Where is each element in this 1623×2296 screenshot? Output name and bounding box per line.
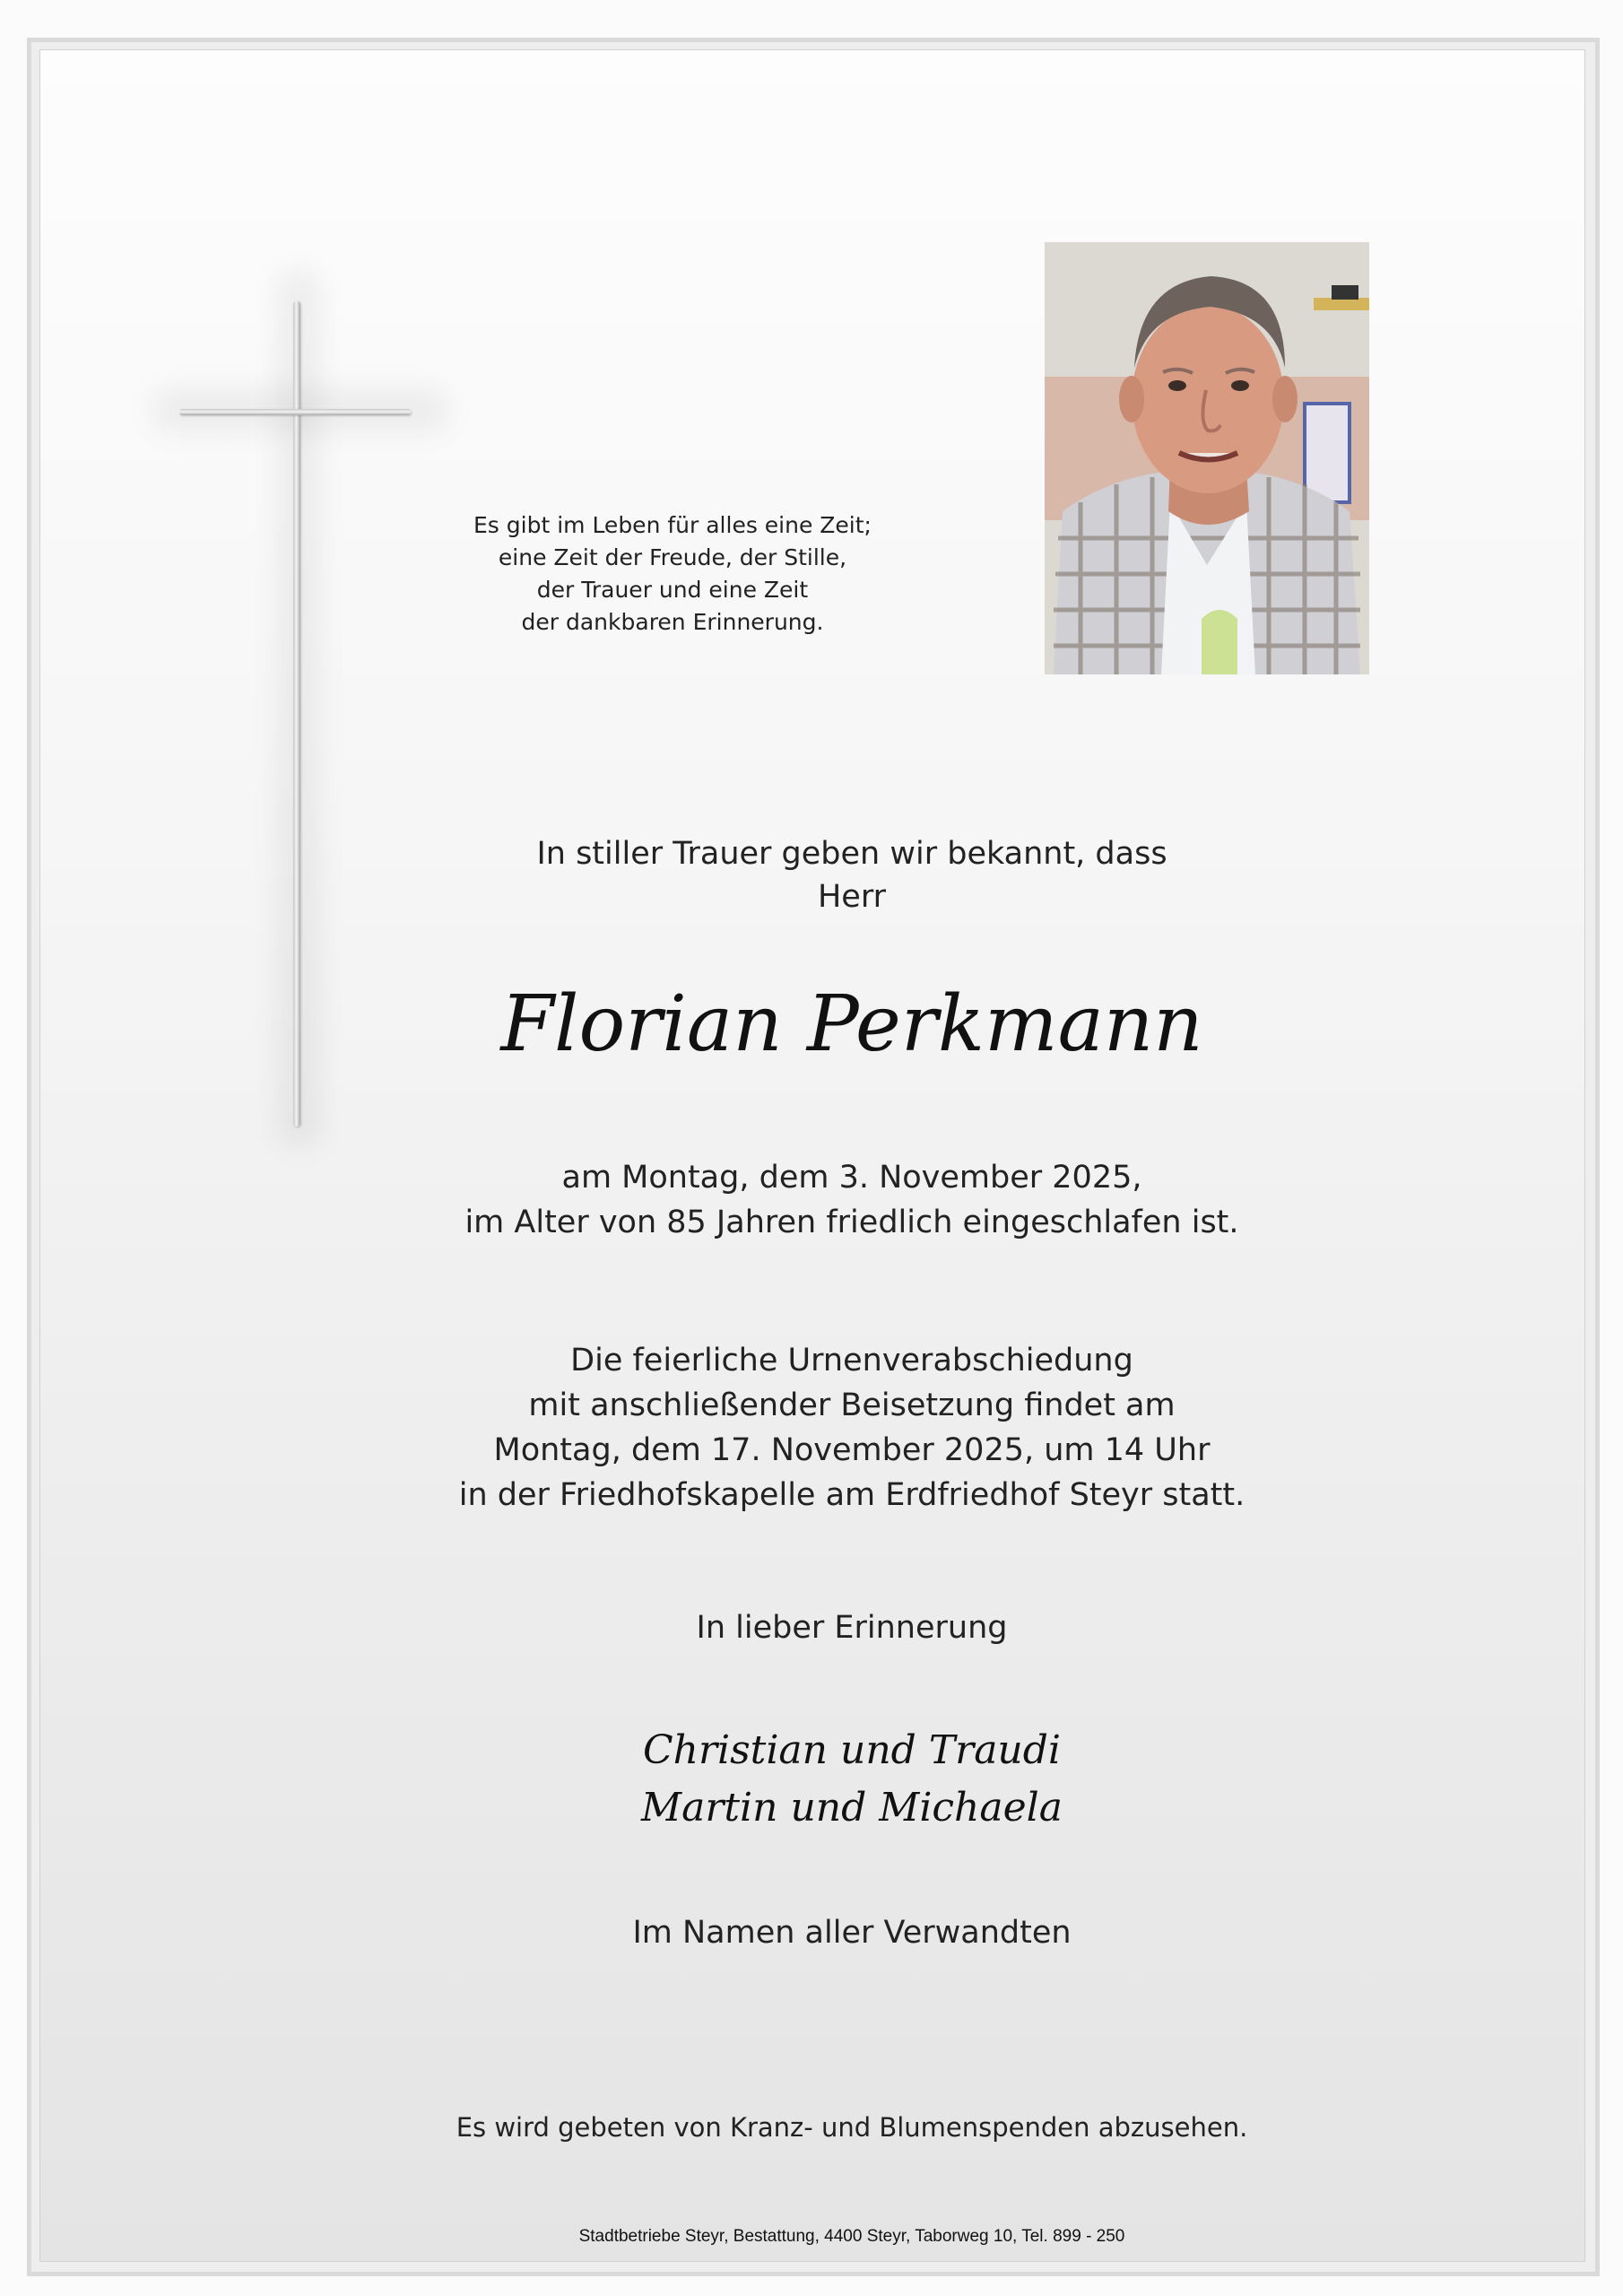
mourner-line: Christian und Traudi: [642, 1727, 1062, 1773]
cross-horizontal-bar: [179, 409, 411, 415]
death-line: im Alter von 85 Jahren friedlich eingeschlafen ist.: [464, 1205, 1239, 1240]
announcement-intro: In stiller Trauer geben wir bekannt, dass Herr: [536, 836, 1167, 915]
ceremony-line: Die feierliche Urnenverabschiedung: [570, 1343, 1133, 1378]
funeral-home-footer: Stadtbetriebe Steyr, Bestattung, 4400 Steyr, Taborweg 10, Tel. 899 - 250: [578, 2227, 1125, 2246]
quote-line: der Trauer und eine Zeit: [536, 577, 809, 603]
cross-vertical-bar: [293, 301, 300, 1126]
ceremony-line: mit anschließender Beisetzung findet am: [528, 1387, 1176, 1423]
portrait-photo: [1045, 242, 1369, 674]
quote-line: der dankbaren Erinnerung.: [521, 609, 824, 635]
quote-line: Es gibt im Leben für alles eine Zeit;: [473, 512, 872, 538]
remembrance-heading: In lieber Erinnerung: [696, 1610, 1008, 1646]
deceased-name: Florian Perkmann: [500, 979, 1203, 1069]
donation-notice: Es wird gebeten von Kranz- und Blumenspenden abzusehen.: [456, 2112, 1248, 2143]
mourner-line: Martin und Michaela: [641, 1785, 1063, 1831]
quote-line: eine Zeit der Freude, der Stille,: [498, 544, 847, 570]
death-line: am Montag, dem 3. November 2025,: [561, 1160, 1142, 1196]
quote: [448, 509, 897, 639]
death-details: [448, 1155, 1255, 1245]
mourners: [448, 1722, 1255, 1837]
ceremony-details: [448, 1338, 1255, 1518]
ceremony-line: in der Friedhofskapelle am Erdfriedhof Steyr statt.: [458, 1477, 1245, 1513]
ceremony-line: Montag, dem 17. November 2025, um 14 Uhr: [493, 1432, 1211, 1468]
relatives-note: Im Namen aller Verwandten: [632, 1915, 1072, 1951]
cross-icon: [152, 269, 448, 1148]
